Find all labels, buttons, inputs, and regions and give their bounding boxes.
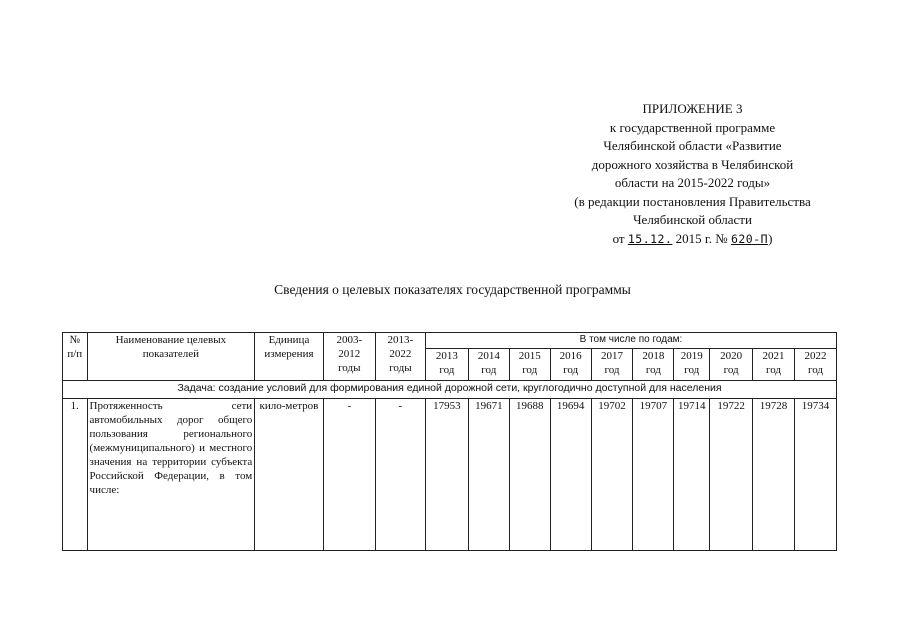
appendix-header xyxy=(540,100,845,248)
appendix-line: дорожного хозяйства в Челябинской xyxy=(591,156,794,172)
year-value: 19702 xyxy=(591,399,633,551)
header-num: № п/п xyxy=(63,333,88,381)
year-value: 19707 xyxy=(633,399,674,551)
appendix-line: к государственной программе xyxy=(609,119,776,135)
appendix-line: области на 2015-2022 годы» xyxy=(614,175,771,190)
appendix-date-line xyxy=(540,230,845,249)
year-value: 19694 xyxy=(550,399,591,551)
header-year: 2019 год xyxy=(674,349,710,381)
date-day: 15.12. xyxy=(627,231,673,246)
appendix-line: Челябинской области xyxy=(633,212,752,227)
header-year: 2015 год xyxy=(509,349,550,381)
year-value: 19722 xyxy=(710,399,753,551)
header-year: 2020 год xyxy=(710,349,753,381)
table-row xyxy=(63,399,837,551)
document-title: Сведения о целевых показателях государственной программы xyxy=(274,282,631,297)
header-period-2003-2012: 2003-2012 годы xyxy=(323,333,375,381)
header-year: 2018 год xyxy=(633,349,674,381)
year-value: 19728 xyxy=(753,399,795,551)
targets-table xyxy=(62,332,837,551)
date-close: ) xyxy=(768,230,773,246)
appendix-line: (в редакции постановления Правительства xyxy=(574,193,811,209)
year-value: 17953 xyxy=(425,399,468,551)
year-value: 19734 xyxy=(794,399,836,551)
header-year: 2016 год xyxy=(550,349,591,381)
header-year: 2022 год xyxy=(794,349,836,381)
year-value: 19688 xyxy=(509,399,550,551)
date-prefix: от xyxy=(612,230,628,246)
header-year: 2021 год xyxy=(753,349,795,381)
appendix-line: Челябинской области «Развитие xyxy=(603,138,782,153)
header-by-years: В том числе по годам: xyxy=(425,333,836,349)
year-value: 19671 xyxy=(468,399,509,551)
header-period-2013-2022: 2013-2022 годы xyxy=(375,333,425,381)
task-row: Задача: создание условий для формирования единой дорожной сети, круглогодично доступной для населения xyxy=(63,381,837,399)
appendix-title: ПРИЛОЖЕНИЕ 3 xyxy=(642,101,743,116)
header-unit: Единица измерения xyxy=(255,333,324,381)
period-value: - xyxy=(375,399,425,551)
header-year: 2017 год xyxy=(591,349,633,381)
date-year: 2015 г. № xyxy=(672,230,731,246)
header-year: 2013 год xyxy=(425,349,468,381)
row-num: 1. xyxy=(63,399,88,551)
indicator-name: Протяженность сети автомобильных дорог общего пользования регионального (межмуниципального) и местного значения на территории субъекта Российской Федерации, в том числе: xyxy=(87,399,255,551)
period-value: - xyxy=(323,399,375,551)
header-year: 2014 год xyxy=(468,349,509,381)
decree-number: 620-П xyxy=(730,231,769,246)
year-value: 19714 xyxy=(674,399,710,551)
unit-cell: кило-метров xyxy=(255,399,324,551)
header-name: Наименование целевых показателей xyxy=(87,333,255,381)
